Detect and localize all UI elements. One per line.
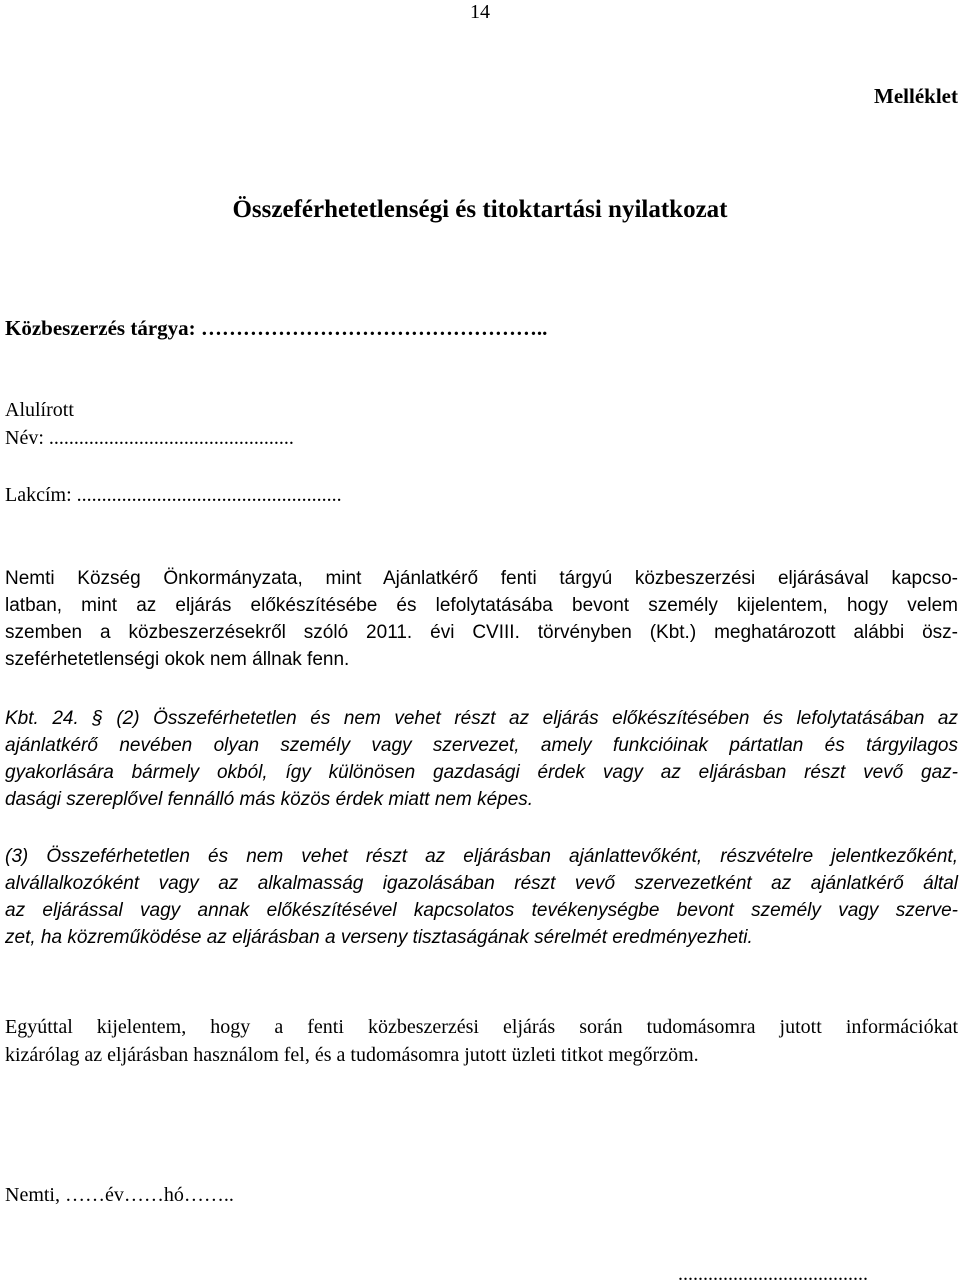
- procurement-subject-field: Közbeszerzés tárgya: …………………………………………..: [5, 316, 548, 340]
- signature-line: ......................................: [678, 1263, 868, 1285]
- confidentiality-line: kizárólag az eljárásban használom fel, és a tudomásomra jutott üzleti titkot megőrzöm.: [5, 1044, 699, 1066]
- confidentiality-paragraph: [5, 1013, 958, 1069]
- kbt-24-2-line: Kbt. 24. § (2) Összeférhetetlen és nem vehet részt az eljárás előkészítésében és lefolytatásában az: [5, 708, 958, 729]
- kbt-24-2-line: gyakorlására bármely okból, így különösen gazdasági érdek vagy az eljárásban részt vevő gaz-: [5, 762, 958, 783]
- kbt-24-3-line: (3) Összeférhetetlen és nem vehet részt az eljárásban ajánlattevőként, részvételre jelentkezőként,: [5, 846, 958, 867]
- annex-label: Melléklet: [874, 84, 958, 108]
- name-field: Név: .................................................: [5, 427, 294, 449]
- declaration-line: szeférhetetlenségi okok nem állnak fenn.: [5, 649, 350, 670]
- kbt-24-2-line: ajánlatkérő nevében olyan személy vagy szervezet, amely funkcióinak pártatlan és tárgyilagos: [5, 735, 958, 756]
- kbt-24-3-line: zet, ha közreműködése az eljárásban a verseny tisztaságának sérelmét eredményezheti.: [5, 927, 753, 948]
- declaration-line: Nemti Község Önkormányzata, mint Ajánlatkérő fenti tárgyú közbeszerzési eljárásával kapcso-: [5, 568, 958, 589]
- kbt-24-2-line: dasági szereplővel fennálló más közös érdek miatt nem képes.: [5, 789, 534, 810]
- address-field: Lakcím: .....................................................: [5, 484, 342, 506]
- declaration-paragraph: [5, 565, 958, 673]
- document-title: Összeférhetetlenségi és titoktartási nyilatkozat: [232, 196, 728, 223]
- declaration-line: latban, mint az eljárás előkészítésébe és lefolytatásába bevont személy kijelentem, hogy velem: [5, 595, 958, 616]
- kbt-24-3-line: az eljárással vagy annak előkészítésével kapcsolatos tevékenységbe bevont személy vagy szerve-: [5, 900, 958, 921]
- kbt-24-3-paragraph: [5, 843, 958, 951]
- declaration-line: szemben a közbeszerzésekről szóló 2011. évi CVIII. törvényben (Kbt.) meghatározott alábbi ösz-: [5, 622, 958, 643]
- undersigned-label: Alulírott: [5, 399, 74, 421]
- place-date-field: Nemti, ……év……hó……..: [5, 1184, 234, 1206]
- kbt-24-3-line: alvállalkozóként vagy az alkalmasság igazolásában részt vevő szervezetként az ajánlatkérő által: [5, 873, 958, 894]
- page-number: 14: [470, 1, 490, 23]
- kbt-24-2-paragraph: [5, 705, 958, 813]
- confidentiality-line: Egyúttal kijelentem, hogy a fenti közbeszerzési eljárás során tudomásomra jutott információkat: [5, 1016, 958, 1038]
